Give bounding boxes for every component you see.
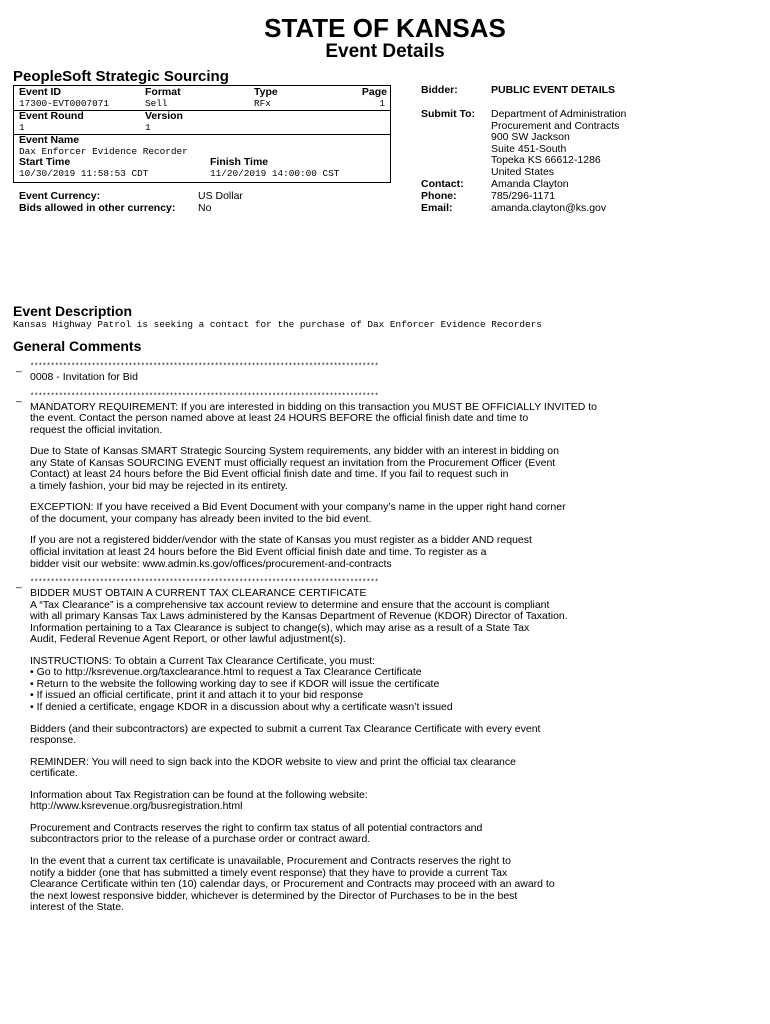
- page-value: 1: [379, 98, 385, 109]
- address-line: Topeka KS 66612-1286: [491, 154, 601, 167]
- type-label: Type: [254, 86, 278, 98]
- comment-line: A “Tax Clearance” is a comprehensive tax account review to determine and ensure that the account is compliant: [30, 598, 550, 611]
- currency-label: Event Currency:: [19, 190, 101, 202]
- event-description-text: Kansas Highway Patrol is seeking a contact for the purchase of Dax Enforcer Evidence Recorders: [13, 319, 542, 330]
- comment-line: http://www.ksrevenue.org/busregistration.html: [30, 800, 243, 813]
- comment-line: EXCEPTION: If you have received a Bid Event Document with your company’s name in the upper right hand corner: [30, 501, 566, 514]
- comment-dash: _: [16, 391, 22, 403]
- comment-line: Clearance Certificate within ten (10) calendar days, or Procurement and Contracts may proceed with an award to: [30, 878, 555, 891]
- comment-separator: *************************************************************************************: [30, 392, 379, 401]
- comment-dash: _: [16, 578, 22, 590]
- comment-line: of the document, your company has already been invited to the bid event.: [30, 512, 372, 525]
- comment-paragraph: [30, 588, 753, 646]
- comment-line: Audit, Federal Revenue Agent Report, or other lawful adjustment(s).: [30, 633, 346, 646]
- format-label: Format: [145, 86, 181, 98]
- comment-line: Due to State of Kansas SMART Strategic Sourcing System requirements, any bidder with an interest in bidding on: [30, 445, 559, 458]
- start-time-value: 10/30/2019 11:58:53 CDT: [19, 168, 149, 179]
- comment-line: response.: [30, 734, 77, 747]
- event-id-value: 17300-EVT0007071: [19, 98, 110, 109]
- comment-line: interest of the State.: [30, 901, 124, 914]
- comment-line: Bidders (and their subcontractors) are expected to submit a current Tax Clearance Certificate with every event: [30, 722, 541, 735]
- submit-address: [491, 109, 626, 178]
- comment-paragraph: [30, 790, 753, 813]
- comment-line: If you are not a registered bidder/vendor with the state of Kansas you must register as a bidder AND request: [30, 534, 532, 547]
- comment-line: BIDDER MUST OBTAIN A CURRENT TAX CLEARANCE CERTIFICATE: [30, 587, 367, 600]
- comment-line: Contact) at least 24 hours before the Bid Event official finish date and time. If you fail to request such in: [30, 468, 509, 481]
- comment-line: MANDATORY REQUIREMENT: If you are interested in bidding on this transaction you MUST BE OFFICIALLY INVITED to: [30, 400, 598, 413]
- comment-paragraph: [30, 372, 753, 384]
- comment-line: • Go to http://ksrevenue.org/taxclearance.html to request a Tax Clearance Certificate: [30, 666, 422, 679]
- comment-line: notify a bidder (one that has submitted a timely event response) that they have to provide a current Tax: [30, 866, 508, 879]
- phone-value: 785/296-1171: [491, 190, 556, 202]
- other-currency-label: Bids allowed in other currency:: [19, 202, 176, 214]
- finish-time-label: Finish Time: [210, 156, 269, 168]
- comment-paragraph: [30, 402, 753, 437]
- comment-separator: *************************************************************************************: [30, 579, 379, 588]
- bidder-label: Bidder:: [421, 84, 458, 96]
- start-time-label: Start Time: [19, 156, 71, 168]
- email-value: amanda.clayton@ks.gov: [491, 202, 607, 214]
- format-value: Sell: [145, 98, 168, 109]
- comment-line: certificate.: [30, 767, 78, 780]
- submit-to-label: Submit To:: [421, 108, 476, 120]
- comment-line: a timely fashion, your bid may be rejected in its entirety.: [30, 479, 288, 492]
- event-name-value: Dax Enforcer Evidence Recorder: [19, 146, 188, 157]
- general-comments-heading: General Comments: [13, 338, 142, 354]
- version-value: 1: [145, 122, 151, 133]
- address-line: 900 SW Jackson: [491, 131, 570, 144]
- comment-line: request the official invitation.: [30, 423, 163, 436]
- comment-line: • If denied a certificate, engage KDOR in a discussion about why a certificate wasn’t issued: [30, 701, 453, 714]
- comment-paragraph: [30, 535, 753, 570]
- comment-paragraph: [30, 502, 753, 525]
- comment-dash: _: [16, 362, 22, 373]
- other-currency-value: No: [198, 202, 212, 214]
- comment-line: 0008 - Invitation for Bid: [30, 371, 138, 383]
- comment-line: • If issued an official certificate, print it and attach it to your bid response: [30, 689, 364, 702]
- comment-paragraph: [30, 823, 753, 846]
- comment-line: Information about Tax Registration can be found at the following website:: [30, 788, 368, 801]
- address-line: United States: [491, 165, 555, 178]
- address-line: Suite 451-South: [491, 142, 567, 155]
- comment-line: Procurement and Contracts reserves the right to confirm tax status of all potential contractors and: [30, 821, 483, 834]
- comment-line: REMINDER: You will need to sign back into the KDOR website to view and print the official tax clearance: [30, 755, 516, 768]
- comment-block: [13, 578, 753, 914]
- comment-line: In the event that a current tax certificate is unavailable, Procurement and Contracts reserves the right to: [30, 854, 511, 867]
- comment-block: [13, 392, 753, 571]
- comment-line: the next lowest responsive bidder, whichever is determined by the Director of Purchases to be in the best: [30, 889, 518, 902]
- comment-line: Information pertaining to a Tax Clearance is subject to change(s), which may arise as a result of a State Tax: [30, 621, 530, 634]
- type-value: RFx: [254, 98, 271, 109]
- finish-time-value: 11/20/2019 14:00:00 CST: [210, 168, 340, 179]
- page-label: Page: [361, 86, 387, 98]
- comment-line: official invitation at least 24 hours before the Bid Event official finish date and time. To register as a: [30, 546, 487, 559]
- comment-line: subcontractors prior to the release of a purchase order or contract award.: [30, 833, 371, 846]
- comment-line: the event. Contact the person named above at least 24 HOURS BEFORE the official finish date and time to: [30, 412, 529, 425]
- event-name-label: Event Name: [19, 134, 80, 146]
- event-description-heading: Event Description: [13, 303, 133, 319]
- phone-label: Phone:: [421, 190, 457, 202]
- event-id-label: Event ID: [19, 86, 62, 98]
- event-round-value: 1: [19, 122, 25, 133]
- comment-line: with all primary Kansas Tax Laws administered by the Kansas Department of Revenue (KDOR) Director of Taxation.: [30, 610, 568, 623]
- contact-value: Amanda Clayton: [491, 178, 569, 190]
- contact-label: Contact:: [421, 178, 464, 190]
- comment-separator: *************************************************************************************: [30, 363, 379, 371]
- address-line: Department of Administration: [491, 108, 627, 120]
- version-label: Version: [145, 110, 183, 122]
- address-line: Procurement and Contracts: [491, 119, 620, 132]
- general-comments: [13, 362, 753, 922]
- comment-block: [13, 362, 753, 384]
- comment-paragraph: [30, 446, 753, 492]
- comment-line: • Return to the website the following working day to see if KDOR will issue the certificate: [30, 677, 440, 690]
- sourcing-system-title: PeopleSoft Strategic Sourcing: [13, 68, 229, 85]
- comment-paragraph: [30, 757, 753, 780]
- event-info-box: [13, 85, 391, 183]
- currency-value: US Dollar: [198, 190, 243, 202]
- comment-paragraph: [30, 656, 753, 714]
- comment-line: any State of Kansas SOURCING EVENT must officially request an invitation from the Procurement Officer (Event: [30, 456, 556, 469]
- email-label: Email:: [421, 202, 453, 214]
- document-subtitle: Event Details: [325, 41, 445, 62]
- comment-paragraph: [30, 856, 753, 914]
- event-round-label: Event Round: [19, 110, 84, 122]
- comment-paragraph: [30, 724, 753, 747]
- document-title: STATE OF KANSAS: [264, 13, 506, 43]
- comment-line: INSTRUCTIONS: To obtain a Current Tax Clearance Certificate, you must:: [30, 654, 376, 667]
- bidder-value: PUBLIC EVENT DETAILS: [491, 84, 616, 96]
- comment-line: bidder visit our website: www.admin.ks.gov/offices/procurement-and-contracts: [30, 557, 392, 570]
